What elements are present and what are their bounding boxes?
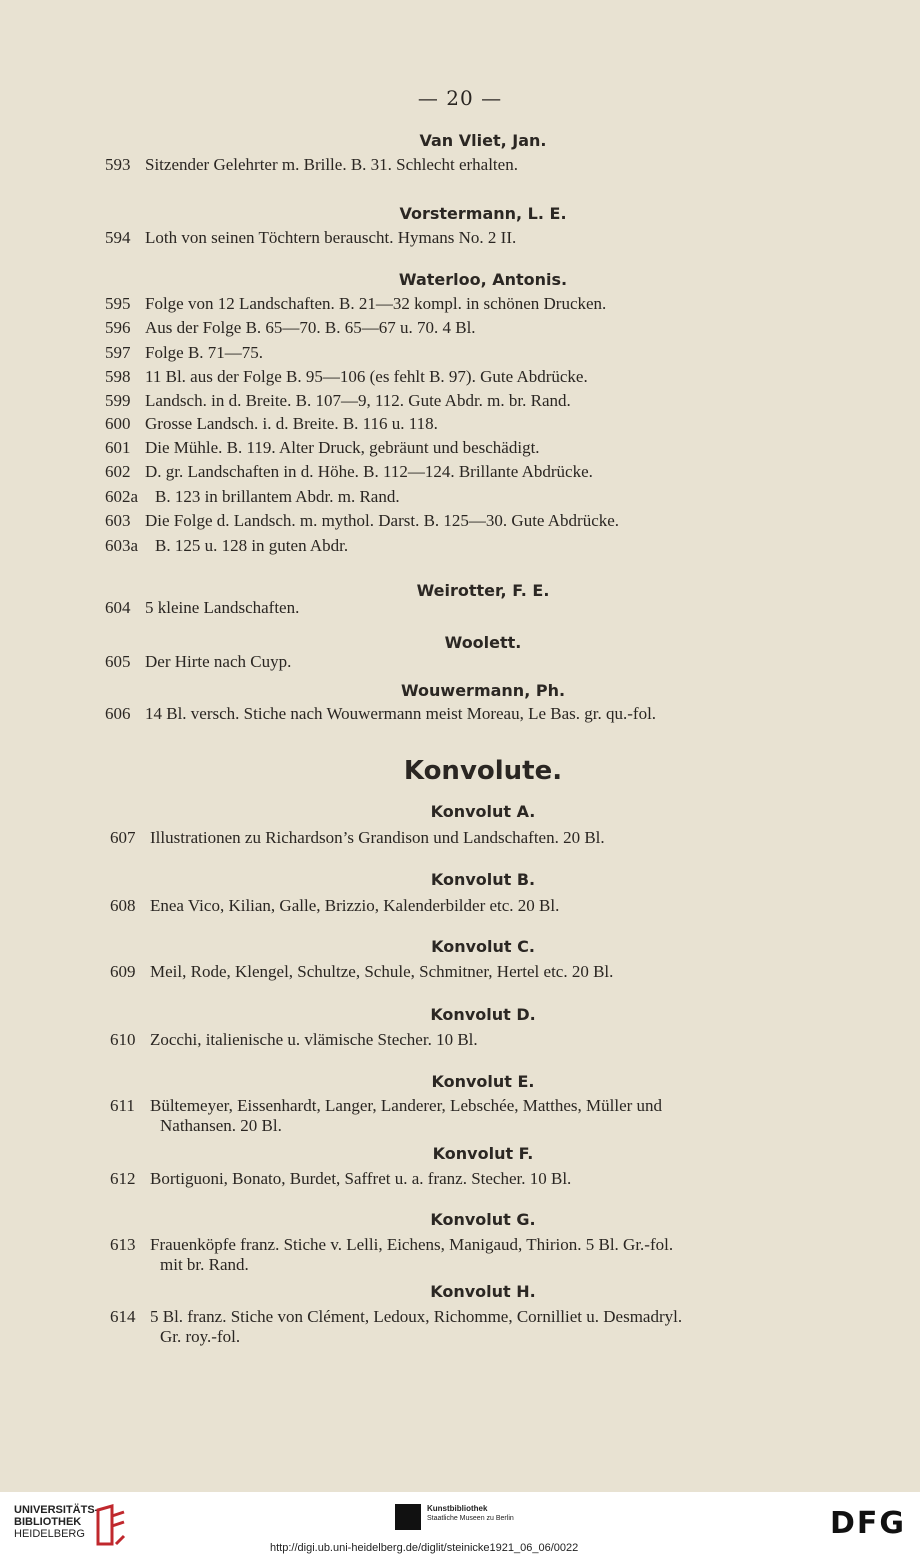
catalog-entry: [105, 343, 263, 363]
entry-number: 597: [105, 343, 131, 362]
catalog-entry: [105, 391, 571, 411]
entry-text: Aus der Folge B. 65—70. B. 65—67 u. 70. 4 Bl.: [145, 318, 476, 337]
konvolut-heading: Konvolut C.: [431, 937, 535, 956]
ub-logo-line1: UNIVERSITÄTS-: [14, 1504, 99, 1516]
entry-continuation: Gr. roy.-fol.: [160, 1327, 241, 1346]
catalog-entry: [105, 487, 400, 507]
ub-logo-line3: HEIDELBERG: [14, 1528, 85, 1540]
entry-text: D. gr. Landschaften in d. Höhe. B. 112—124. Brillante Abdrücke.: [145, 462, 593, 481]
entry-number: 605: [105, 652, 131, 671]
artist-heading: Vorstermann, L. E.: [399, 204, 567, 223]
catalog-entry: [105, 652, 291, 672]
kb-logo-line2: Staatliche Museen zu Berlin: [427, 1515, 514, 1522]
entry-number: 593: [105, 155, 131, 174]
entry-text: B. 123 in brillantem Abdr. m. Rand.: [155, 487, 400, 506]
entry-number: 609: [110, 962, 136, 981]
entry-number: 611: [110, 1096, 135, 1115]
entry-number: 608: [110, 896, 136, 915]
ub-heidelberg-logo[interactable]: [14, 1504, 98, 1540]
entry-number: 600: [105, 414, 131, 433]
catalog-entry: [105, 598, 299, 618]
konvolut-heading: Konvolut H.: [430, 1282, 536, 1301]
konvolut-heading: Konvolut E.: [431, 1072, 535, 1091]
catalog-entry: [110, 827, 860, 848]
entry-text: Die Mühle. B. 119. Alter Druck, gebräunt und beschädigt.: [145, 438, 540, 457]
catalog-entry: [105, 511, 619, 531]
entry-number: 604: [105, 598, 131, 617]
entry-text: Folge B. 71—75.: [145, 343, 264, 362]
catalog-entry: [105, 438, 540, 458]
entry-text: Der Hirte nach Cuyp.: [145, 652, 292, 671]
kb-logo-line1: Kunstbibliothek: [427, 1504, 488, 1513]
catalog-entry: [105, 462, 593, 482]
entry-text: 5 Bl. franz. Stiche von Clément, Ledoux, Richomme, Cornilliet u. Desmadryl.: [150, 1307, 683, 1326]
entry-text: Sitzender Gelehrter m. Brille. B. 31. Schlecht erhalten.: [145, 155, 518, 174]
artist-heading: Weirotter, F. E.: [416, 581, 550, 600]
artist-heading: Waterloo, Antonis.: [398, 270, 568, 289]
entry-number: 601: [105, 438, 131, 457]
entry-text: Bültemeyer, Eissenhardt, Langer, Landerer, Lebschée, Matthes, Müller und: [150, 1096, 663, 1115]
catalog-entry: [105, 367, 588, 387]
artist-heading: Van Vliet, Jan.: [419, 131, 547, 150]
entry-text: Grosse Landsch. i. d. Breite. B. 116 u. 118.: [145, 414, 438, 433]
entry-text: 5 kleine Landschaften.: [145, 598, 300, 617]
entry-text: B. 125 u. 128 in guten Abdr.: [155, 536, 349, 555]
entry-text: 11 Bl. aus der Folge B. 95—106 (es fehlt B. 97). Gute Abdrücke.: [145, 367, 588, 386]
artist-heading: Woolett.: [444, 633, 522, 652]
catalog-entry: [105, 536, 348, 556]
catalog-entry: [110, 1029, 860, 1050]
entry-number: 599: [105, 391, 131, 410]
entry-text: Illustrationen zu Richardson’s Grandison und Landschaften. 20 Bl.: [150, 828, 605, 847]
catalog-entry: [105, 318, 476, 338]
entry-number: 595: [105, 294, 131, 313]
permalink-url[interactable]: http://digi.ub.uni-heidelberg.de/diglit/steinicke1921_06_06/0022: [270, 1542, 579, 1554]
section-title: Konvolute.: [403, 756, 563, 786]
entry-text: Landsch. in d. Breite. B. 107—9, 112. Gute Abdr. m. br. Rand.: [145, 391, 571, 410]
konvolut-heading: Konvolut D.: [430, 1005, 536, 1024]
dfg-logo[interactable]: DFG: [829, 1506, 906, 1541]
entry-continuation: mit br. Rand.: [160, 1255, 249, 1274]
entry-number: 603: [105, 511, 131, 530]
catalog-entry: [105, 228, 516, 248]
catalog-entry: [110, 961, 860, 982]
catalog-entry: [110, 1168, 860, 1189]
entry-text: Die Folge d. Landsch. m. mythol. Darst. B. 125—30. Gute Abdrücke.: [145, 511, 620, 530]
entry-number: 610: [110, 1030, 136, 1049]
footer-bar: [0, 1492, 920, 1559]
entry-text: Folge von 12 Landschaften. B. 21—32 kompl. in schönen Drucken.: [145, 294, 607, 313]
ub-logo-line2: BIBLIOTHEK: [14, 1516, 82, 1528]
artist-heading: Wouwermann, Ph.: [400, 681, 566, 700]
catalog-entry: [110, 1306, 860, 1327]
konvolut-heading: Konvolut F.: [432, 1144, 534, 1163]
entry-text: Bortiguoni, Bonato, Burdet, Saffret u. a. franz. Stecher. 10 Bl.: [150, 1169, 572, 1188]
catalog-entry: [105, 704, 656, 724]
entry-number: 602a: [105, 487, 139, 506]
entry-number: 594: [105, 228, 131, 247]
kunstbibliothek-mark-icon: [395, 1504, 421, 1530]
entry-number: 614: [110, 1307, 136, 1326]
konvolut-heading: Konvolut B.: [430, 870, 536, 889]
entry-number: 598: [105, 367, 131, 386]
konvolut-heading: Konvolut A.: [430, 802, 536, 821]
entry-number: 607: [110, 828, 136, 847]
entry-text: Zocchi, italienische u. vlämische Stecher. 10 Bl.: [150, 1030, 478, 1049]
catalog-entry: [105, 294, 606, 314]
catalog-entry: [110, 1234, 860, 1255]
entry-text: Loth von seinen Töchtern berauscht. Hymans No. 2 II.: [145, 228, 517, 247]
konvolut-heading: Konvolut G.: [430, 1210, 536, 1229]
entry-text: Enea Vico, Kilian, Galle, Brizzio, Kalenderbilder etc. 20 Bl.: [150, 896, 560, 915]
entry-number: 602: [105, 462, 131, 481]
entry-text: Frauenköpfe franz. Stiche v. Lelli, Eichens, Manigaud, Thirion. 5 Bl. Gr.-fol.: [150, 1235, 674, 1254]
catalog-entry: [110, 1095, 860, 1116]
entry-text: Meil, Rode, Klengel, Schultze, Schule, Schmitner, Hertel etc. 20 Bl.: [150, 962, 614, 981]
entry-number: 606: [105, 704, 131, 723]
catalog-entry: [110, 895, 860, 916]
entry-number: 613: [110, 1235, 136, 1254]
entry-continuation: Nathansen. 20 Bl.: [160, 1116, 282, 1135]
page-number: — 20 —: [417, 86, 503, 110]
ub-mark-icon: [94, 1504, 128, 1548]
entry-number: 596: [105, 318, 131, 337]
entry-number: 603a: [105, 536, 139, 555]
catalog-entry: [105, 155, 518, 175]
catalog-entry: [105, 414, 438, 434]
entry-text: 14 Bl. versch. Stiche nach Wouwermann meist Moreau, Le Bas. gr. qu.-fol.: [145, 704, 657, 723]
entry-number: 612: [110, 1169, 136, 1188]
